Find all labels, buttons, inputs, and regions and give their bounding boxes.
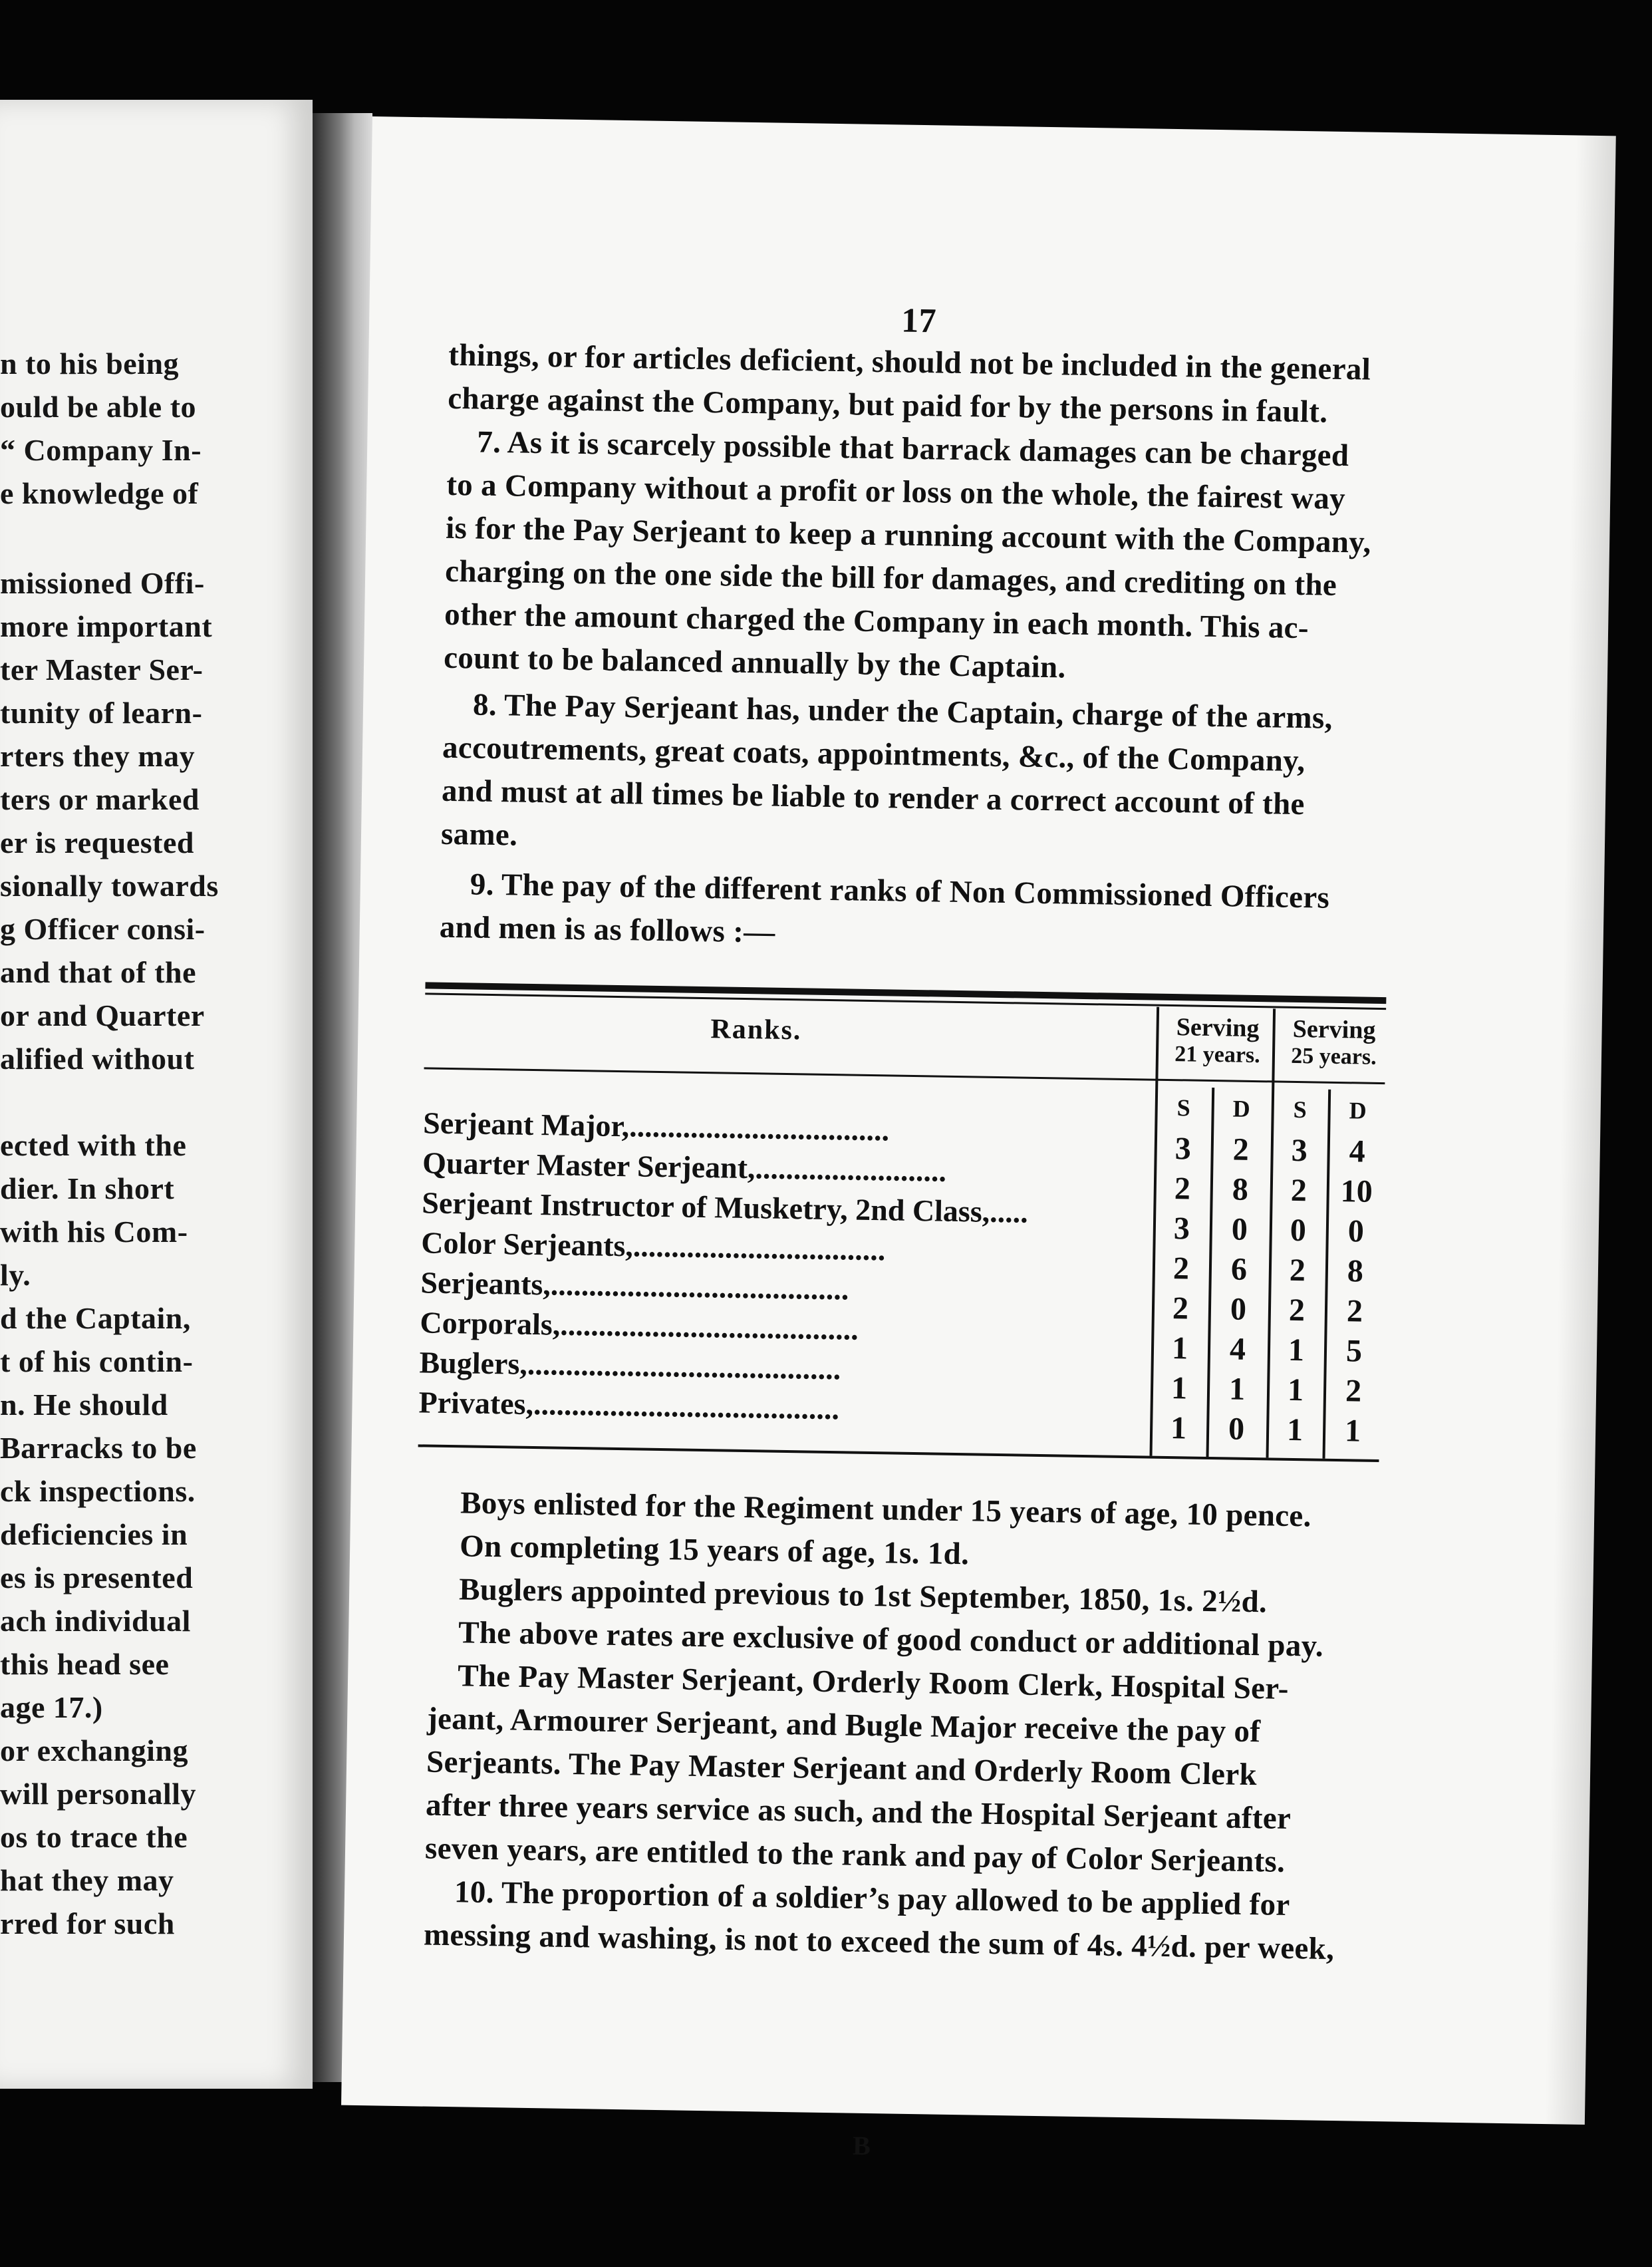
pay-s25: 1 [1288, 1332, 1305, 1368]
pay-s21: 3 [1173, 1211, 1190, 1247]
pay-s25: 2 [1290, 1172, 1308, 1209]
left-page-line: ected with the [0, 1128, 187, 1162]
paragraph-line: 7. As it is scarcely possible that barrack damages can be charged [476, 424, 1349, 474]
pay-d25: 4 [1349, 1134, 1366, 1169]
paragraph-line: and must at all times be liable to render a correct account of the [441, 773, 1306, 822]
pay-d21: 0 [1228, 1411, 1245, 1447]
pay-s25: 1 [1287, 1372, 1304, 1408]
pay-s25: 3 [1291, 1132, 1308, 1169]
left-page-line: or exchanging [0, 1734, 188, 1767]
pay-d21: 6 [1230, 1251, 1248, 1287]
left-page-line: hat they may [0, 1863, 174, 1897]
paragraph-line: The above rates are exclusive of good conduct or additional pay. [458, 1615, 1324, 1664]
signature-mark: B [852, 2130, 871, 2161]
left-page-line: ly. [0, 1258, 31, 1292]
left-page-line: missioned Offi- [0, 566, 205, 600]
left-page-line: with his Com- [0, 1215, 188, 1249]
left-page-line: g Officer consi- [0, 912, 206, 946]
pay-d21: 8 [1232, 1171, 1249, 1207]
pay-s21: 2 [1172, 1251, 1190, 1286]
header-ranks: Ranks. [710, 1014, 802, 1046]
left-page-line: dier. In short [0, 1171, 175, 1205]
paragraph-line: 10. The proportion of a soldier’s pay allowed to be applied for [454, 1875, 1290, 1922]
pay-d25: 2 [1345, 1373, 1362, 1409]
rank-row-label: Corporals,....................................... [420, 1305, 859, 1346]
left-page-line: rters they may [0, 739, 196, 773]
header-serving-21-line1: Serving [1176, 1013, 1260, 1043]
paragraph-line: seven years, are entitled to the rank and pay of Color Serjeants. [424, 1831, 1286, 1879]
left-page-line: ach individual [0, 1604, 191, 1638]
paragraph-line: On completing 15 years of age, 1s. 1d. [459, 1529, 970, 1572]
left-page-line: “ Company In- [0, 433, 202, 467]
pay-s21: 1 [1171, 1330, 1188, 1366]
rank-row-label: Color Serjeants,................................. [421, 1225, 886, 1267]
pay-s21: 2 [1174, 1171, 1191, 1207]
table-header-rule [424, 1067, 1385, 1084]
paragraph-line: after three years service as such, and the Hospital Serjeant after [425, 1787, 1292, 1837]
left-page-line: more important [0, 609, 213, 643]
left-page-line: ould be able to [0, 390, 197, 424]
unit-shillings: S [1176, 1094, 1191, 1122]
header-serving-25-line1: Serving [1292, 1014, 1376, 1044]
left-page-line: rred for such [0, 1906, 175, 1940]
left-facing-page [0, 100, 313, 2089]
paragraph-line: things, or for articles deficient, should not be included in the general [448, 337, 1371, 387]
pay-s21: 2 [1172, 1290, 1189, 1326]
left-page-line: deficiencies in [0, 1517, 188, 1551]
paragraph-line: charging on the one side the bill for damages, and crediting on the [444, 553, 1337, 603]
paragraph-line: other the amount charged the Company in each month. This ac- [444, 597, 1309, 646]
left-page-line: n. He should [0, 1388, 168, 1422]
paragraph-line: same. [440, 816, 518, 853]
left-page-line: d the Captain, [0, 1301, 191, 1335]
pay-d21: 0 [1230, 1291, 1247, 1327]
pay-d21: 0 [1231, 1211, 1248, 1247]
pay-d21: 1 [1228, 1371, 1246, 1407]
column-divider [1322, 1090, 1331, 1459]
pay-d25: 8 [1347, 1253, 1364, 1289]
left-page-line: es is presented [0, 1561, 194, 1594]
pay-s25: 2 [1288, 1292, 1306, 1328]
paragraph-line: Buglers appointed previous to 1st September, 1850, 1s. 2½d. [458, 1572, 1268, 1620]
unit-pence: D [1232, 1095, 1251, 1122]
pay-s25: 0 [1290, 1212, 1307, 1249]
header-serving-25-line2: 25 years. [1290, 1043, 1377, 1070]
rank-row-label: Buglers,......................................... [419, 1345, 841, 1386]
pay-s21: 1 [1170, 1410, 1187, 1446]
left-page-line: os to trace the [0, 1820, 188, 1854]
rank-row-label: Serjeants,....................................... [420, 1265, 849, 1306]
pay-s21: 3 [1174, 1131, 1192, 1167]
paragraph-line: accoutrements, great coats, appointments, &c., of the Company, [442, 730, 1306, 779]
right-page [341, 116, 1616, 2161]
left-page-line: and that of the [0, 955, 197, 989]
paragraph-line: Serjeants. The Pay Master Serjeant and Orderly Room Clerk [426, 1744, 1258, 1793]
left-page-line: n to his being [0, 347, 180, 380]
pay-s25: 2 [1289, 1252, 1306, 1288]
paragraph-line: count to be balanced annually by the Captain. [443, 640, 1066, 685]
left-page-line: this head see [0, 1647, 170, 1681]
left-page-line: sionally towards [0, 869, 219, 903]
pay-d25: 2 [1346, 1293, 1363, 1329]
pay-table [418, 982, 1387, 1463]
rank-row-label: Serjeant Major,.................................. [422, 1106, 890, 1147]
pay-d25: 10 [1340, 1173, 1373, 1209]
left-page-line: tunity of learn- [0, 696, 203, 730]
pay-d21: 2 [1232, 1132, 1250, 1167]
left-page-line: age 17.) [0, 1690, 103, 1724]
unit-shillings: S [1293, 1096, 1308, 1124]
left-page-line: will personally [0, 1777, 197, 1811]
left-page-line: e knowledge of [0, 476, 199, 510]
paragraph-line: is for the Pay Serjeant to keep a running account with the Company, [445, 510, 1371, 560]
left-page-line: t of his contin- [0, 1344, 194, 1378]
column-divider [1266, 1008, 1276, 1457]
rank-row-label: Quarter Master Serjeant,......................... [422, 1145, 947, 1188]
paragraph-line: jeant, Armourer Serjeant, and Bugle Major receive the pay of [426, 1701, 1261, 1749]
left-page-line: er is requested [0, 826, 194, 859]
paragraph-line: Boys enlisted for the Regiment under 15 years of age, 10 pence. [460, 1485, 1312, 1534]
pay-s21: 1 [1170, 1370, 1188, 1406]
rank-row-label: Serjeant Instructor of Musketry, 2nd Class,..... [421, 1185, 1029, 1229]
pay-d21: 4 [1229, 1331, 1246, 1367]
paragraph-line: 8. The Pay Serjeant has, under the Captain, charge of the arms, [472, 687, 1333, 736]
paragraph-line: charge against the Company, but paid for by the persons in fault. [447, 380, 1328, 430]
page-number: 17 [900, 301, 937, 341]
pay-d25: 5 [1345, 1333, 1363, 1369]
header-serving-21-line2: 21 years. [1174, 1042, 1260, 1068]
pay-d25: 0 [1347, 1213, 1365, 1249]
left-page-line: ter Master Ser- [0, 653, 204, 686]
paragraph-line: 9. The pay of the different ranks of Non Commissioned Officers [470, 867, 1330, 915]
left-page-line: Barracks to be [0, 1431, 197, 1465]
left-page-line: alified without [0, 1042, 195, 1076]
pay-s25: 1 [1286, 1412, 1304, 1448]
left-page-line: ck inspections. [0, 1474, 196, 1508]
paragraph-line: messing and washing, is not to exceed the sum of 4s. 4½d. per week, [423, 1917, 1335, 1967]
left-page-line: ters or marked [0, 782, 200, 816]
left-page-line: or and Quarter [0, 998, 205, 1032]
paragraph-line: to a Company without a profit or loss on the whole, the fairest way [446, 467, 1346, 517]
paragraph-line: The Pay Master Serjeant, Orderly Room Clerk, Hospital Ser- [457, 1658, 1290, 1706]
pay-d25: 1 [1344, 1413, 1361, 1449]
rank-row-label: Privates,........................................ [418, 1385, 840, 1426]
page-edge-shadow [1545, 135, 1616, 2125]
column-divider [1150, 1007, 1160, 1456]
column-divider [1206, 1088, 1215, 1457]
paragraph-line: and men is as follows :— [439, 909, 775, 950]
unit-pence: D [1349, 1097, 1367, 1124]
